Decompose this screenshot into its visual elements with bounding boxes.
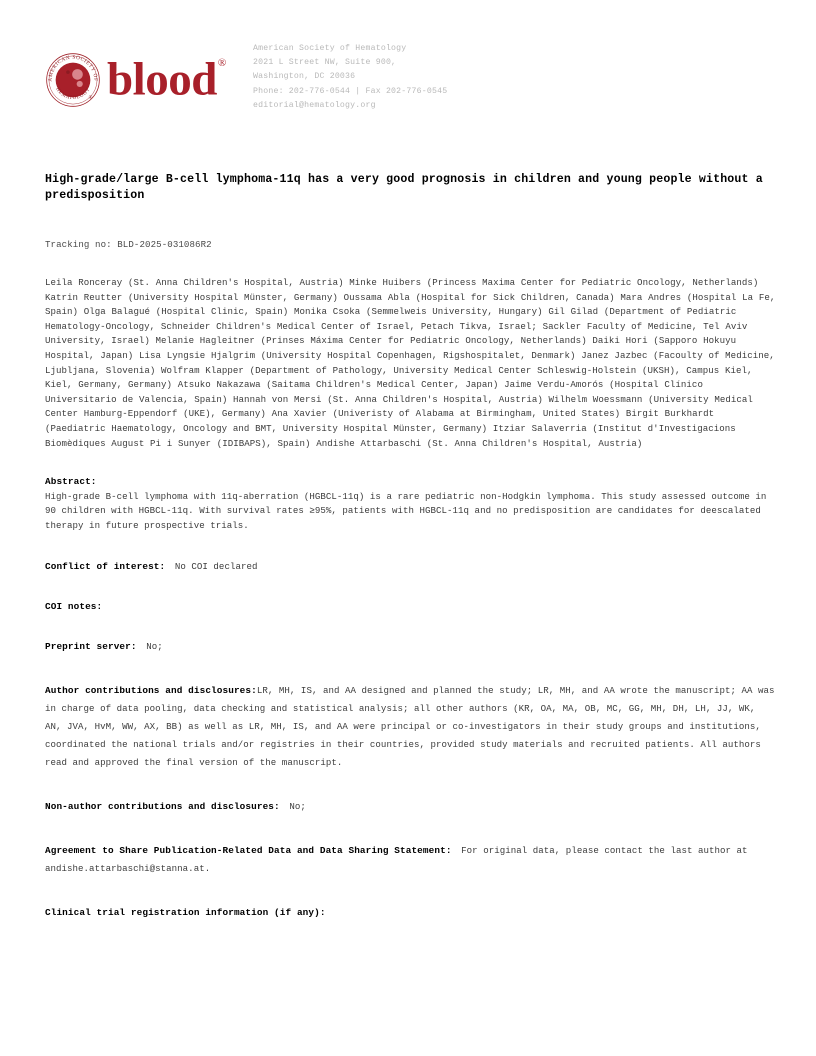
abstract-section — [45, 475, 777, 533]
data-sharing-heading: Agreement to Share Publication-Related Data and Data Sharing Statement — [45, 844, 446, 856]
ash-society-seal-icon — [45, 52, 101, 108]
publisher-phone-fax: Phone: 202-776-0544 | Fax 202-776-0545 — [253, 86, 448, 96]
non-author-contributions-value: No; — [289, 800, 306, 812]
conflict-of-interest-section — [45, 556, 777, 574]
non-author-contributions-separator: : — [274, 800, 280, 812]
clinical-trial-registration-section — [45, 902, 777, 920]
author-contributions-heading: Author contributions and disclosures — [45, 684, 252, 696]
page-title: High-grade/large B-cell lymphoma-11q has a very good prognosis in children and young people without a predisposition — [45, 173, 763, 203]
publisher-org-name: American Society of Hematology — [253, 44, 407, 53]
svg-text:HEMATOLOGY: HEMATOLOGY — [54, 86, 92, 102]
abstract-text: High-grade B-cell lymphoma with 11q-aberration (HGBCL-11q) is a rare pediatric non-Hodgkin lymphoma. This study assessed outcome in 90 children with HGBCL-11q. With survival rates ≥95%, patients with HGBCL-11q and no predisposition are candidates for deescalated therapy in future prospective trials. — [45, 490, 767, 531]
abstract-heading: Abstract: — [45, 476, 97, 488]
data-sharing-separator: : — [445, 844, 452, 856]
preprint-server-heading: Preprint server — [45, 640, 131, 652]
manuscript-body — [45, 172, 777, 920]
coi-notes-heading: COI notes: — [45, 600, 103, 612]
author-contributions-separator: : — [251, 684, 257, 696]
preprint-server-section — [45, 636, 777, 654]
publisher-address-line1: 2021 L Street NW, Suite 900, — [253, 58, 397, 68]
preprint-server-separator: : — [130, 640, 137, 652]
blood-journal-logo — [45, 52, 225, 108]
preprint-server-value: No; — [146, 640, 163, 652]
author-contributions-section — [45, 680, 777, 770]
conflict-of-interest-heading: Conflict of interest — [45, 560, 160, 572]
svg-text:®: ® — [88, 96, 93, 102]
blood-wordmark-text: blood — [107, 53, 217, 106]
non-author-contributions-section — [45, 796, 777, 814]
letterhead — [45, 42, 775, 124]
data-sharing-section — [45, 840, 777, 876]
tracking-number: BLD-2025-031086R2 — [117, 239, 212, 251]
non-author-contributions-heading: Non-author contributions and disclosures — [45, 800, 275, 812]
conflict-of-interest-value: No COI declared — [174, 560, 258, 572]
author-contributions-value: LR, MH, IS, and AA designed and planned the study; LR, MH, and AA wrote the manuscript; AA was in charge of data pooling, data checking and statistical analysis; all other authors (KR, OA, MA, OB, MC, GG, MH, DH, LH, JJ, WK, AN, JVA, HvM, WW, AX, BB) as well as LR, MH, IS, and AA were principal or co-investigators in their study groups and institutions, coordinated the national trials and/or registries in their countries, provided study materials and recruited patients. All authors read and approved the final version of the manuscript. — [45, 684, 775, 768]
conflict-of-interest-separator: : — [159, 560, 166, 572]
registered-trademark-icon: ® — [217, 57, 226, 70]
data-sharing-value: For original data, please contact the last author at andishe.attarbaschi@stanna.at. — [45, 844, 748, 874]
tracking-number-line — [45, 238, 777, 253]
publisher-address-line2: Washington, DC 20036 — [253, 72, 356, 82]
clinical-trial-registration-heading: Clinical trial registration information (if any): — [45, 906, 326, 918]
svg-text:AMERICAN SOCIETY OF: AMERICAN SOCIETY OF — [47, 54, 99, 82]
blood-wordmark — [107, 52, 225, 104]
tracking-label: Tracking no: — [45, 239, 112, 251]
coi-notes-section — [45, 596, 777, 614]
author-affiliation-list: Leila Ronceray (St. Anna Children's Hospital, Austria) Minke Huibers (Princess Maxima Center for Pediatric Oncology, Netherlands) Katrin Reutter (University Hospital Münster, Germany) Oussama Abla (Hospital for Sick Children, Canada) Mara Andres (Hospital La Fe, Spain) Olga Balagué (Hospital Clinic, Spain) Monika Csoka (Semmelweis University, Hungary) Gil Gilad (Department of Pediatric Hematology-Oncology, Schneider Children's Medical Center of Israel, Petach Tikva, Israel; Sackler Faculty of Medicine, Tel Aviv University, Israel) Melanie Hagleitner (Prinses Máxima Center for Pediatric Oncology, Netherlands) Daiki Hori (Sapporo Hokuyu Hospital, Japan) Lisa Lyngsie Hjalgrim (University Hospital Copenhagen, Rigshospitalet, Denmark) Janez Jazbec (Facoulty of Medicine, Ljubljana, Slovenia) Wolfram Klapper (Department of Pathology, University Medical Center Schleswig-Holstein (UKSH), Campus Kiel, Kiel, Germany, Germany) Atsuko Nakazawa (Saitama Children's Medical Center, Japan) Jaime Verdu-Amorós (Hospital Clínico Universitario de Valencia, Spain) Hannah von Mersi (St. Anna Children's Hospital, Austria) Wilhelm Woessmann (University Medical Center Hamburg-Eppendorf (UKE), Germany) Ana Xavier (Univeristy of Alabama at Birmingham, United States) Birgit Burkhardt (Paediatric Haematology, Oncology and BMT, University Hospital Münster, Germany) Itziar Salaverria (Institut d'Investigacions Biomèdiques August Pi i Sunyer (IDIBAPS), Spain) Andishe Attarbaschi (St. Anna Children's Hospital, Austria) — [45, 277, 776, 449]
publisher-contact-block — [253, 42, 447, 113]
publisher-email: editorial@hematology.org — [253, 100, 376, 110]
